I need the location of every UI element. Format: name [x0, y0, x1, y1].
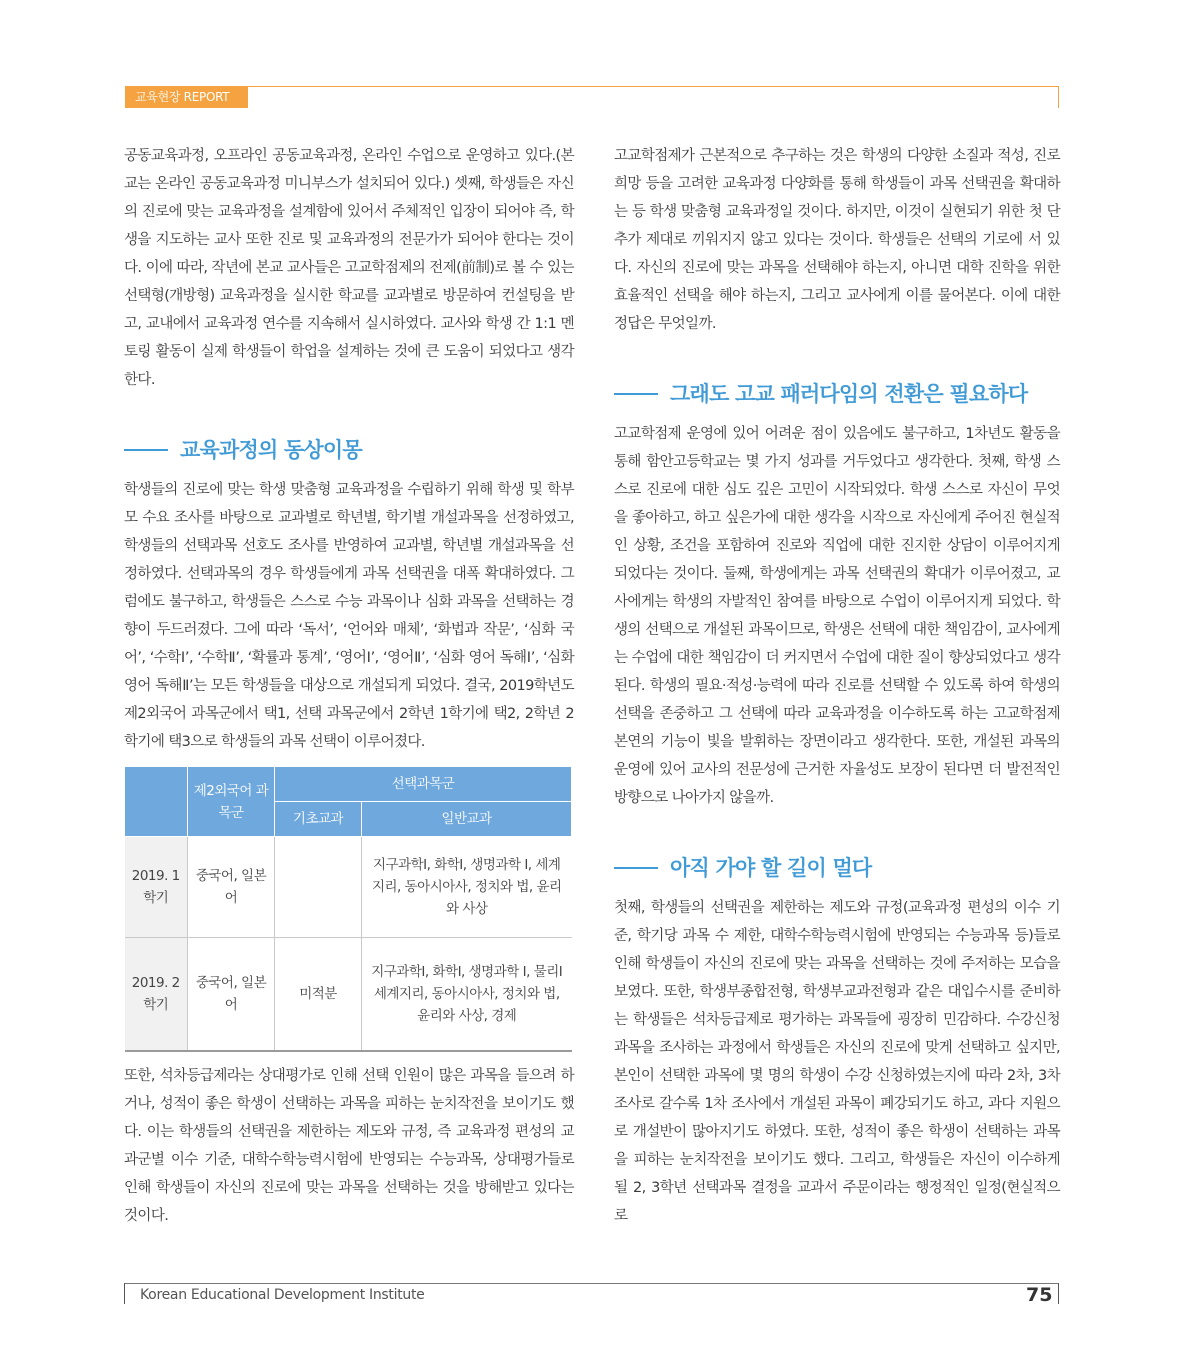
section-heading-curriculum — [124, 430, 574, 470]
page-number: 75 — [1026, 1284, 1053, 1306]
heading-dash — [614, 393, 658, 395]
table-cell-basic — [275, 837, 362, 938]
right-column — [614, 142, 1060, 1230]
heading-text: 아직 가야 할 길이 멀다 — [670, 856, 872, 880]
table-header-general: 일반교과 — [362, 802, 572, 837]
table-cell-basic: 미적분 — [275, 938, 362, 1052]
section-heading-paradigm — [614, 374, 1060, 414]
table-cell-lang: 중국어, 일본어 — [188, 837, 275, 938]
left-intro-paragraph: 공동교육과정, 오프라인 공동교육과정, 온라인 수업으로 운영하고 있다.(본교는 온라인 공동교육과정 미니부스가 설치되어 있다.) 셋째, 학생들은 자신의 진로에 맞는 교육과정을 설계함에 있어서 주체적인 입장이 되어야 즉, 학생을 지도하는 교사 또한 진로 및 교육과정의 전문가가 되어야 한다는 것이다. 이에 따라, 작년에 본교 교사들은 고교학점제의 전제(前制)로 볼 수 있는 선택형(개방형) 교육과정을 실시한 학교를 교과별로 방문하여 컨설팅을 받고, 교내에서 교육과정 연수를 지속해서 실시하였다. 교사와 학생 간 1:1 멘토링 활동이 실제 학생들이 학업을 설계하는 것에 큰 도움이 되었다고 생각한다. — [124, 148, 574, 388]
table-row — [125, 938, 572, 1052]
heading-dash — [614, 867, 658, 869]
section-heading-long-way — [614, 848, 1060, 888]
table-row — [125, 837, 572, 938]
heading-text: 그래도 고교 패러다임의 전환은 필요하다 — [670, 382, 1028, 406]
table-cell-term: 2019. 1학기 — [125, 837, 188, 938]
table-header-elective: 선택과목군 — [275, 767, 572, 802]
header-rule — [248, 86, 1059, 87]
left-column — [124, 142, 574, 1230]
left-body-paragraph: 학생들의 진로에 맞는 학생 맞춤형 교육과정을 수립하기 위해 학생 및 학부모 수요 조사를 바탕으로 교과별로 학년별, 학기별 개설과목을 선정하였고, 학생들의 선택과목 선호도 조사를 반영하여 교과별, 학년별 개설과목을 선정하였다. 선택과목의 경우 학생들에게 과목 선택권을 대폭 확대하였다. 그럼에도 불구하고, 학생들은 스스로 수능 과목이나 심화 과목을 선택하는 경향이 두드러졌다. 그에 따라 ‘독서’, ‘언어와 매체’, ‘화법과 작문’, ‘심화 국어’, ‘수학Ⅰ’, ‘수학Ⅱ’, ‘확률과 통계’, ‘영어Ⅰ’, ‘영어Ⅱ’, ‘심화 영어 독해Ⅰ’, ‘심화 영어 독해Ⅱ’는 모든 학생들을 대상으로 개설되게 되었다. 결국, 2019학년도 제2외국어 과목군에서 택1, 선택 과목군에서 2학년 1학기에 택2, 2학년 2학기에 택3으로 학생들의 과목 선택이 이루어졌다. — [124, 482, 574, 750]
table-cell-lang: 중국어, 일본어 — [188, 938, 275, 1052]
right-body-paragraph-2: 첫째, 학생들의 선택권을 제한하는 제도와 규정(교육과정 편성의 이수 기준, 학기당 과목 수 제한, 대학수학능력시험에 반영되는 수능과목 등)들로 인해 학생들이 자신의 진로에 맞는 과목을 선택하는 것에 주저하는 모습을 보였다. 또한, 학생부종합전형, 학생부교과전형과 같은 대입수시를 준비하는 학생들은 석차등급제로 평가하는 과목들에 굉장히 민감하다. 수강신청과목을 조사하는 과정에서 학생들은 자신의 진로에 맞게 선택하고 싶지만, 본인이 선택한 과목에 몇 명의 학생이 수강 신청하였는지에 따라 2차, 3차 조사로 갈수록 1차 조사에서 개설된 과목이 폐강되기도 하고, 과다 지원으로 개설반이 많아지기도 하였다. 또한, 성적이 좋은 학생이 선택하는 과목을 피하는 눈치작전을 보이기도 했다. 그리고, 학생들은 자신이 이수하게 될 2, 3학년 선택과목 결정을 교과서 주문이라는 행정적인 일정(현실적으로 — [614, 900, 1060, 1224]
left-closing-paragraph: 또한, 석차등급제라는 상대평가로 인해 선택 인원이 많은 과목을 들으려 하거나, 성적이 좋은 학생이 선택하는 과목을 피하는 눈치작전을 보이기도 했다. 이는 학생들의 선택권을 제한하는 제도와 규정, 즉 교육과정 편성의 교과군별 이수 기준, 대학수학능력시험에 반영되는 수능과목, 상대평가들로 인해 학생들이 자신의 진로에 맞는 과목을 선택하는 것을 방해받고 있다는 것이다. — [124, 1068, 574, 1224]
table-cell-term: 2019. 2학기 — [125, 938, 188, 1052]
footer-right-bar — [1058, 1283, 1059, 1304]
right-intro-paragraph: 고교학점제가 근본적으로 추구하는 것은 학생의 다양한 소질과 적성, 진로 희망 등을 고려한 교육과정 다양화를 통해 학생들이 과목 선택권을 확대하는 등 학생 맞춤형 교육과정일 것이다. 하지만, 이것이 실현되기 위한 첫 단추가 제대로 끼워지지 않고 있다는 것이다. 학생들은 선택의 기로에 서 있다. 자신의 진로에 맞는 과목을 선택해야 하는지, 아니면 대학 진학을 위한 효율적인 선택을 해야 하는지, 그리고 교사에게 이를 물어본다. 이에 대한 정답은 무엇일까. — [614, 148, 1060, 332]
footer-left-bar — [124, 1283, 125, 1304]
table-header-second-lang: 제2외국어 과목군 — [188, 767, 275, 837]
section-tag: 교육현장 REPORT — [125, 86, 248, 108]
table-cell-general: 지구과학Ⅰ, 화학Ⅰ, 생명과학 Ⅰ, 세계지리, 동아시아사, 정치와 법, 윤리와 사상 — [362, 837, 572, 938]
footer-institute: Korean Educational Development Institute — [140, 1287, 425, 1303]
table-cell-general: 지구과학Ⅰ, 화학Ⅰ, 생명과학 Ⅰ, 물리Ⅰ 세계지리, 동아시아사, 정치와 법, 윤리와 사상, 경제 — [362, 938, 572, 1052]
course-table — [124, 766, 572, 1052]
right-body-paragraph-1: 고교학점제 운영에 있어 어려운 점이 있음에도 불구하고, 1차년도 활동을 통해 함안고등학교는 몇 가지 성과를 거두었다고 생각한다. 첫째, 학생 스스로 진로에 대한 심도 깊은 고민이 시작되었다. 학생 스스로 자신이 무엇을 좋아하고, 하고 싶은가에 대한 생각을 시작으로 자신에게 주어진 현실적인 상황, 조건을 포함하여 진로와 직업에 대한 진지한 상담이 이루어지게 되었다는 것이다. 둘째, 학생에게는 과목 선택권의 확대가 이루어졌고, 교사에게는 학생의 자발적인 참여를 바탕으로 수업이 이루어지게 되었다. 학생의 선택으로 개설된 과목이므로, 학생은 선택에 대한 책임감이, 교사에게는 수업에 대한 책임감이 더 커지면서 수업에 대한 질이 향상되었다고 생각된다. 학생의 필요·적성·능력에 따라 진로를 선택할 수 있도록 하여 학생의 선택을 존중하고 그 선택에 따라 교육과정을 이수하도록 하는 고교학점제 본연의 기능이 빛을 발휘하는 장면이라고 생각한다. 또한, 개설된 과목의 운영에 있어 교사의 전문성에 근거한 자율성도 보장이 된다면 더 발전적인 방향으로 나아가지 않을까. — [614, 426, 1060, 806]
table-header-blank — [125, 767, 188, 837]
header-rule-tick — [1058, 86, 1059, 108]
heading-dash — [124, 449, 168, 451]
table-header-basic: 기초교과 — [275, 802, 362, 837]
footer-rule — [124, 1283, 1059, 1284]
heading-text: 교육과정의 동상이몽 — [180, 438, 362, 462]
